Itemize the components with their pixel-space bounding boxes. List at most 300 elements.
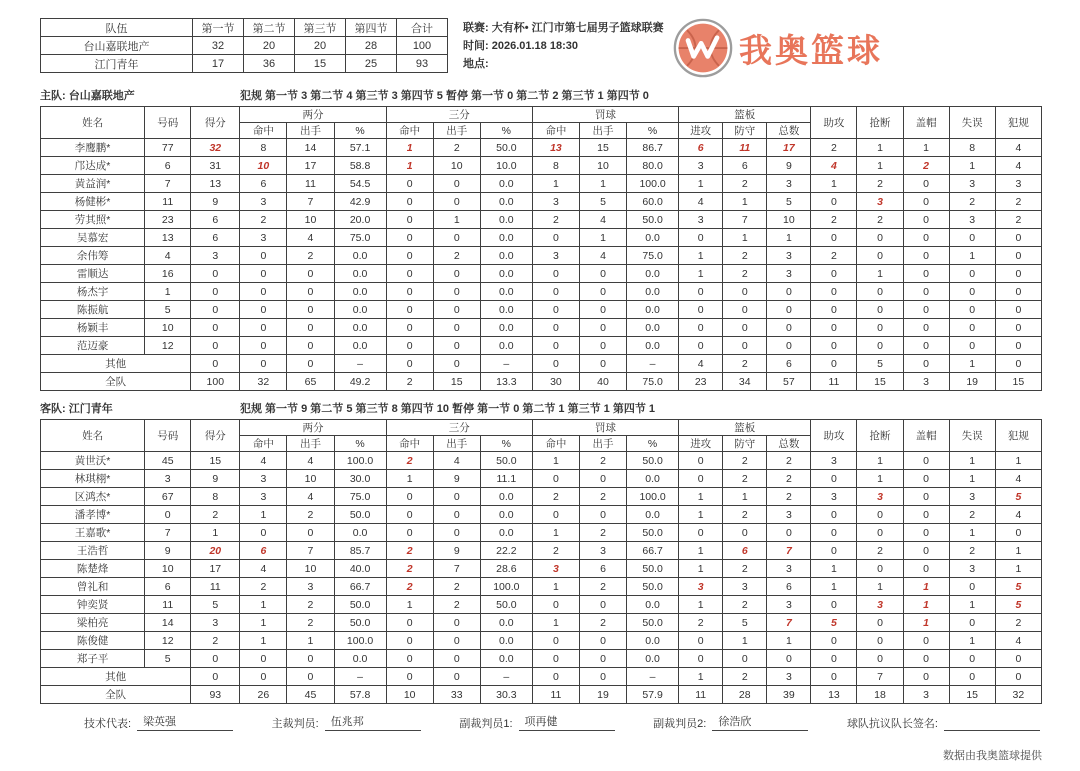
stat-cell: 3: [679, 211, 723, 229]
stat-cell: 0: [903, 632, 949, 650]
stat-cell: 49.2: [334, 373, 386, 391]
player-row: [41, 614, 1042, 632]
stat-cell: 33: [433, 686, 480, 704]
stat-cell: 0: [532, 506, 579, 524]
stat-cell: 0.0: [627, 337, 679, 355]
stat-cell: 20.0: [334, 211, 386, 229]
stat-cell: 0: [857, 301, 903, 319]
stat-cell: 1: [386, 470, 433, 488]
stat-cell: 2: [386, 542, 433, 560]
player-name-cell: 黄益润*: [41, 175, 145, 193]
player-row: [41, 470, 1042, 488]
stat-cell: 0.0: [334, 650, 386, 668]
score-cell: 20: [244, 37, 295, 55]
stat-cell: 0: [532, 265, 579, 283]
player-row: [41, 319, 1042, 337]
stat-cell: 1: [579, 229, 626, 247]
stat-cell: 1: [679, 506, 723, 524]
stat-cell: 20: [191, 542, 240, 560]
tech-delegate-label: 技术代表:: [84, 718, 132, 730]
away-fouls-line: 犯规 第一节 9 第二节 5 第三节 8 第四节 10 暂停 第一节 0 第二节 1 第三节 1 第四节 1: [240, 403, 656, 415]
stat-cell: 1: [903, 139, 949, 157]
quarter-row-home: [41, 37, 448, 55]
stat-cell: 2: [240, 211, 287, 229]
stat-cell: 0.0: [480, 229, 532, 247]
away-team-label: 客队: 江门青年: [40, 403, 113, 415]
stat-cell: 2: [386, 560, 433, 578]
stat-cell: 1: [949, 524, 995, 542]
player-name-cell: 钟奕贤: [41, 596, 145, 614]
stat-cell: 50.0: [480, 452, 532, 470]
stat-cell: 6: [191, 229, 240, 247]
player-name-cell: 陈振航: [41, 301, 145, 319]
stat-cell: 50.0: [627, 578, 679, 596]
stat-table-head: [41, 107, 1042, 139]
stat-cell: 1: [191, 524, 240, 542]
stat-cell: 1: [386, 157, 433, 175]
stat-cell: 0: [287, 283, 334, 301]
stat-cell: 34: [723, 373, 767, 391]
head-referee-name: 伍兆邦: [325, 713, 421, 731]
stat-cell: 1: [679, 542, 723, 560]
col-pct: %: [480, 123, 532, 139]
stat-cell: 0: [857, 337, 903, 355]
stat-cell: 6: [145, 578, 191, 596]
stat-cell: 50.0: [334, 596, 386, 614]
stat-cell: 19: [579, 686, 626, 704]
stat-cell: 0: [191, 355, 240, 373]
stat-cell: 67: [145, 488, 191, 506]
stat-cell: 0: [995, 524, 1041, 542]
player-name-cell: 杨健彬*: [41, 193, 145, 211]
stat-cell: 0.0: [627, 596, 679, 614]
stat-cell: 0: [767, 337, 811, 355]
assistant-referee1-label: 副裁判员1:: [459, 718, 513, 730]
stat-cell: 0.0: [334, 524, 386, 542]
stat-cell: 3: [145, 470, 191, 488]
col-made: 命中: [532, 436, 579, 452]
stat-cell: 6: [723, 157, 767, 175]
stat-cell: 0.0: [627, 229, 679, 247]
col-assists: 助攻: [811, 107, 857, 139]
stat-cell: 3: [767, 560, 811, 578]
stat-cell: 2: [386, 578, 433, 596]
stat-cell: 1: [679, 265, 723, 283]
stat-cell: 15: [433, 373, 480, 391]
stat-cell: 0: [679, 337, 723, 355]
stat-cell: 45: [145, 452, 191, 470]
stat-cell: 3: [949, 488, 995, 506]
stat-cell: 0: [903, 488, 949, 506]
stat-cell: 0: [811, 650, 857, 668]
stat-cell: 1: [811, 175, 857, 193]
stat-cell: 1: [386, 139, 433, 157]
stat-cell: 0: [857, 283, 903, 301]
stat-cell: 3: [811, 488, 857, 506]
quarter-score-table: [40, 18, 448, 73]
stat-cell: 1: [949, 157, 995, 175]
stat-cell: 0: [903, 470, 949, 488]
player-row: [41, 301, 1042, 319]
stat-cell: 0: [433, 319, 480, 337]
stat-cell: 6: [767, 578, 811, 596]
stat-cell: 3: [767, 247, 811, 265]
stat-cell: 11: [811, 373, 857, 391]
stat-cell: 11: [679, 686, 723, 704]
score-cell: 15: [295, 55, 346, 73]
stat-cell: 10: [145, 319, 191, 337]
score-cell: 20: [295, 37, 346, 55]
stat-cell: 2: [679, 614, 723, 632]
stat-cell: 1: [949, 632, 995, 650]
stat-cell: 7: [145, 524, 191, 542]
stat-cell: 0: [857, 229, 903, 247]
stat-cell: 0: [995, 337, 1041, 355]
stat-cell: 75.0: [627, 373, 679, 391]
player-row: [41, 229, 1042, 247]
stat-cell: 2: [287, 247, 334, 265]
stat-cell: 0.0: [480, 247, 532, 265]
player-name-cell: 李鹰鹏*: [41, 139, 145, 157]
stat-cell: 0: [579, 632, 626, 650]
stat-table-head: [41, 420, 1042, 452]
stat-cell: 0: [386, 211, 433, 229]
stat-cell: 0: [191, 265, 240, 283]
score-cell: 100: [397, 37, 448, 55]
top-block: [40, 18, 1044, 78]
stat-cell: 3: [240, 193, 287, 211]
col-group-rebound: 篮板: [679, 420, 811, 436]
stat-cell: 2: [579, 614, 626, 632]
stat-cell: 0: [903, 542, 949, 560]
stat-cell: 2: [532, 488, 579, 506]
stat-cell: 50.0: [627, 524, 679, 542]
stat-cell: 10.0: [480, 157, 532, 175]
stat-cell: 0.0: [627, 632, 679, 650]
stat-cell: 3: [767, 506, 811, 524]
stat-cell: 1: [433, 211, 480, 229]
stat-cell: 0: [287, 337, 334, 355]
stat-cell: 11: [287, 175, 334, 193]
score-cell: 25: [346, 55, 397, 73]
score-cell: 17: [193, 55, 244, 73]
col-att: 出手: [433, 436, 480, 452]
stat-cell: 0: [857, 247, 903, 265]
stat-cell: 18: [857, 686, 903, 704]
stat-cell: 1: [240, 614, 287, 632]
stat-cell: 2: [723, 175, 767, 193]
col-att: 出手: [433, 123, 480, 139]
stat-cell: 15: [857, 373, 903, 391]
stat-cell: 2: [723, 265, 767, 283]
stat-cell: 0: [811, 524, 857, 542]
head-referee-label: 主裁判员:: [271, 718, 319, 730]
league-label: 联赛:: [463, 22, 489, 34]
stat-cell: 0: [386, 283, 433, 301]
stat-cell: 0: [579, 301, 626, 319]
stat-cell: 1: [532, 524, 579, 542]
stat-cell: 23: [145, 211, 191, 229]
stat-cell: 3: [903, 373, 949, 391]
stat-header-row-1: [41, 420, 1042, 436]
stat-cell: 57.8: [334, 686, 386, 704]
score-cell: 36: [244, 55, 295, 73]
player-name-cell: 林琪栩*: [41, 470, 145, 488]
stat-cell: 3: [532, 193, 579, 211]
stat-cell: 0: [240, 668, 287, 686]
stat-cell: 0: [433, 614, 480, 632]
stat-cell: 0: [767, 524, 811, 542]
stat-cell: 0: [532, 632, 579, 650]
player-row: [41, 578, 1042, 596]
stat-cell: 1: [679, 175, 723, 193]
stat-cell: 66.7: [334, 578, 386, 596]
player-row: [41, 247, 1042, 265]
player-name-cell: 曾礼和: [41, 578, 145, 596]
stat-cell: 1: [995, 542, 1041, 560]
stat-cell: 3: [679, 578, 723, 596]
stat-cell: 0: [240, 524, 287, 542]
stat-cell: 3: [857, 596, 903, 614]
stat-cell: –: [480, 668, 532, 686]
stat-cell: 0: [240, 265, 287, 283]
stat-cell: 3: [191, 247, 240, 265]
stat-cell: 0: [857, 614, 903, 632]
stat-cell: 0: [386, 668, 433, 686]
stat-cell: 0: [767, 283, 811, 301]
stat-cell: 0.0: [480, 650, 532, 668]
stat-cell: 0: [433, 229, 480, 247]
stat-cell: 5: [579, 193, 626, 211]
stat-cell: 66.7: [627, 542, 679, 560]
stat-cell: 2: [767, 452, 811, 470]
stat-cell: –: [334, 355, 386, 373]
stat-cell: 1: [949, 355, 995, 373]
stat-cell: 3: [532, 560, 579, 578]
stat-cell: 2: [240, 578, 287, 596]
stat-cell: 3: [723, 578, 767, 596]
stat-cell: 57.1: [334, 139, 386, 157]
stat-cell: 0: [811, 470, 857, 488]
stat-cell: 0: [903, 337, 949, 355]
stat-cell: 2: [723, 560, 767, 578]
stat-cell: 0.0: [627, 650, 679, 668]
stat-cell: 0: [679, 470, 723, 488]
assistant-referee2-field: [653, 713, 808, 731]
stat-cell: 30.3: [480, 686, 532, 704]
stat-cell: 5: [857, 355, 903, 373]
stat-cell: 0: [949, 319, 995, 337]
other-row: [41, 668, 1042, 686]
col-turnovers: 失误: [949, 420, 995, 452]
stat-cell: 7: [723, 211, 767, 229]
stat-cell: 0.0: [334, 283, 386, 301]
stat-cell: 0: [532, 337, 579, 355]
stat-cell: 0.0: [627, 283, 679, 301]
stat-cell: 3: [949, 175, 995, 193]
stat-cell: 2: [723, 247, 767, 265]
stat-cell: 0: [995, 247, 1041, 265]
stat-cell: 0: [811, 337, 857, 355]
stat-cell: 2: [995, 614, 1041, 632]
stat-cell: 0: [386, 319, 433, 337]
assistant-referee1-name: 项再健: [519, 713, 615, 731]
assistant-referee2-name: 徐浩欣: [712, 713, 808, 731]
stat-cell: 0: [240, 319, 287, 337]
stat-cell: 75.0: [334, 229, 386, 247]
stat-cell: 15: [949, 686, 995, 704]
stat-cell: 0: [949, 301, 995, 319]
stat-cell: 75.0: [334, 488, 386, 506]
stat-cell: 28: [723, 686, 767, 704]
stat-cell: 0: [386, 247, 433, 265]
stat-cell: 0: [386, 301, 433, 319]
stat-cell: 2: [433, 596, 480, 614]
stat-cell: 4: [995, 632, 1041, 650]
stat-cell: 86.7: [627, 139, 679, 157]
col-att: 出手: [579, 436, 626, 452]
stat-cell: 30: [532, 373, 579, 391]
stat-cell: 0: [723, 301, 767, 319]
col-group-ft: 罚球: [532, 420, 678, 436]
col-att: 出手: [287, 436, 334, 452]
stat-cell: 1: [811, 560, 857, 578]
stat-cell: 1: [767, 229, 811, 247]
stat-cell: 0: [579, 265, 626, 283]
stat-cell: 42.9: [334, 193, 386, 211]
player-name-cell: 劳其照*: [41, 211, 145, 229]
player-row: [41, 337, 1042, 355]
stat-cell: 0.0: [480, 265, 532, 283]
stat-cell: 2: [857, 175, 903, 193]
stat-cell: 6: [579, 560, 626, 578]
col-off-reb: 进攻: [679, 123, 723, 139]
col-made: 命中: [532, 123, 579, 139]
away-section-header: [40, 400, 1044, 416]
col-att: 出手: [579, 123, 626, 139]
stat-cell: 50.0: [480, 139, 532, 157]
stat-cell: 7: [287, 193, 334, 211]
col-blocks: 盖帽: [903, 420, 949, 452]
stat-cell: 3: [995, 175, 1041, 193]
stat-cell: 0.0: [334, 265, 386, 283]
stat-cell: 0: [903, 229, 949, 247]
stat-cell: 0: [287, 355, 334, 373]
stat-cell: 100.0: [627, 175, 679, 193]
stat-cell: 0: [811, 668, 857, 686]
stat-header-row-1: [41, 107, 1042, 123]
stat-cell: 0: [532, 668, 579, 686]
stat-cell: 0: [433, 193, 480, 211]
stat-cell: 93: [191, 686, 240, 704]
player-row: [41, 265, 1042, 283]
stat-cell: 0: [240, 355, 287, 373]
stat-cell: 3: [240, 488, 287, 506]
stat-cell: 100.0: [334, 452, 386, 470]
stat-cell: 2: [767, 470, 811, 488]
stat-cell: 32: [191, 139, 240, 157]
stat-cell: 50.0: [334, 614, 386, 632]
stat-cell: 15: [579, 139, 626, 157]
stat-cell: 3: [579, 542, 626, 560]
row-label-cell: 全队: [41, 373, 191, 391]
stat-cell: 80.0: [627, 157, 679, 175]
stat-cell: 2: [579, 452, 626, 470]
stat-cell: 1: [767, 632, 811, 650]
stat-cell: 2: [857, 542, 903, 560]
stat-cell: 0.0: [480, 337, 532, 355]
stat-cell: 0: [767, 650, 811, 668]
player-row: [41, 175, 1042, 193]
stat-cell: 0: [811, 265, 857, 283]
stat-cell: 0: [433, 355, 480, 373]
col-steals: 抢断: [857, 420, 903, 452]
stat-cell: 1: [857, 265, 903, 283]
stat-cell: 0: [811, 319, 857, 337]
stat-cell: 17: [287, 157, 334, 175]
stat-cell: 32: [995, 686, 1041, 704]
stat-cell: 0: [811, 283, 857, 301]
other-row: [41, 355, 1042, 373]
stat-cell: 23: [679, 373, 723, 391]
stat-cell: 0: [532, 283, 579, 301]
stat-cell: 0: [857, 560, 903, 578]
stat-cell: 0: [433, 506, 480, 524]
player-row: [41, 139, 1042, 157]
time-value: 2026.01.18 18:30: [491, 39, 578, 52]
stat-cell: 0: [857, 506, 903, 524]
stat-cell: 5: [145, 650, 191, 668]
stat-cell: 2: [723, 668, 767, 686]
stat-cell: 12: [145, 632, 191, 650]
stat-cell: 1: [240, 596, 287, 614]
stat-cell: 13.3: [480, 373, 532, 391]
stat-cell: 2: [811, 211, 857, 229]
stat-cell: 100.0: [627, 488, 679, 506]
stat-cell: 8: [532, 157, 579, 175]
captain-signature-field: [847, 715, 1040, 731]
quarter-header-q1: 第一节: [193, 19, 244, 37]
col-def-reb: 防守: [723, 436, 767, 452]
stat-cell: 5: [995, 578, 1041, 596]
stat-cell: 2: [433, 247, 480, 265]
stat-cell: 0: [433, 337, 480, 355]
stat-cell: 4: [995, 506, 1041, 524]
data-provider-note: 数据由我奥篮球提供: [943, 750, 1042, 762]
stat-cell: 8: [240, 139, 287, 157]
stat-cell: 0: [857, 632, 903, 650]
stat-cell: 3: [903, 686, 949, 704]
stat-cell: 0.0: [627, 319, 679, 337]
stat-cell: 12: [145, 337, 191, 355]
match-meta: [463, 18, 671, 73]
stat-cell: 0: [903, 193, 949, 211]
quarter-header-q3: 第三节: [295, 19, 346, 37]
stat-cell: 1: [857, 139, 903, 157]
stat-cell: 1: [723, 488, 767, 506]
player-name-cell: 陈楚烽: [41, 560, 145, 578]
stat-cell: 2: [723, 596, 767, 614]
stat-cell: 19: [949, 373, 995, 391]
stat-cell: 40: [579, 373, 626, 391]
stat-cell: 0: [386, 524, 433, 542]
stat-cell: 0: [903, 506, 949, 524]
stat-cell: 4: [811, 157, 857, 175]
stat-cell: 0: [433, 650, 480, 668]
stat-cell: 0: [433, 668, 480, 686]
stat-cell: 0: [287, 668, 334, 686]
captain-signature-label: 球队抗议队长签名:: [846, 718, 938, 730]
